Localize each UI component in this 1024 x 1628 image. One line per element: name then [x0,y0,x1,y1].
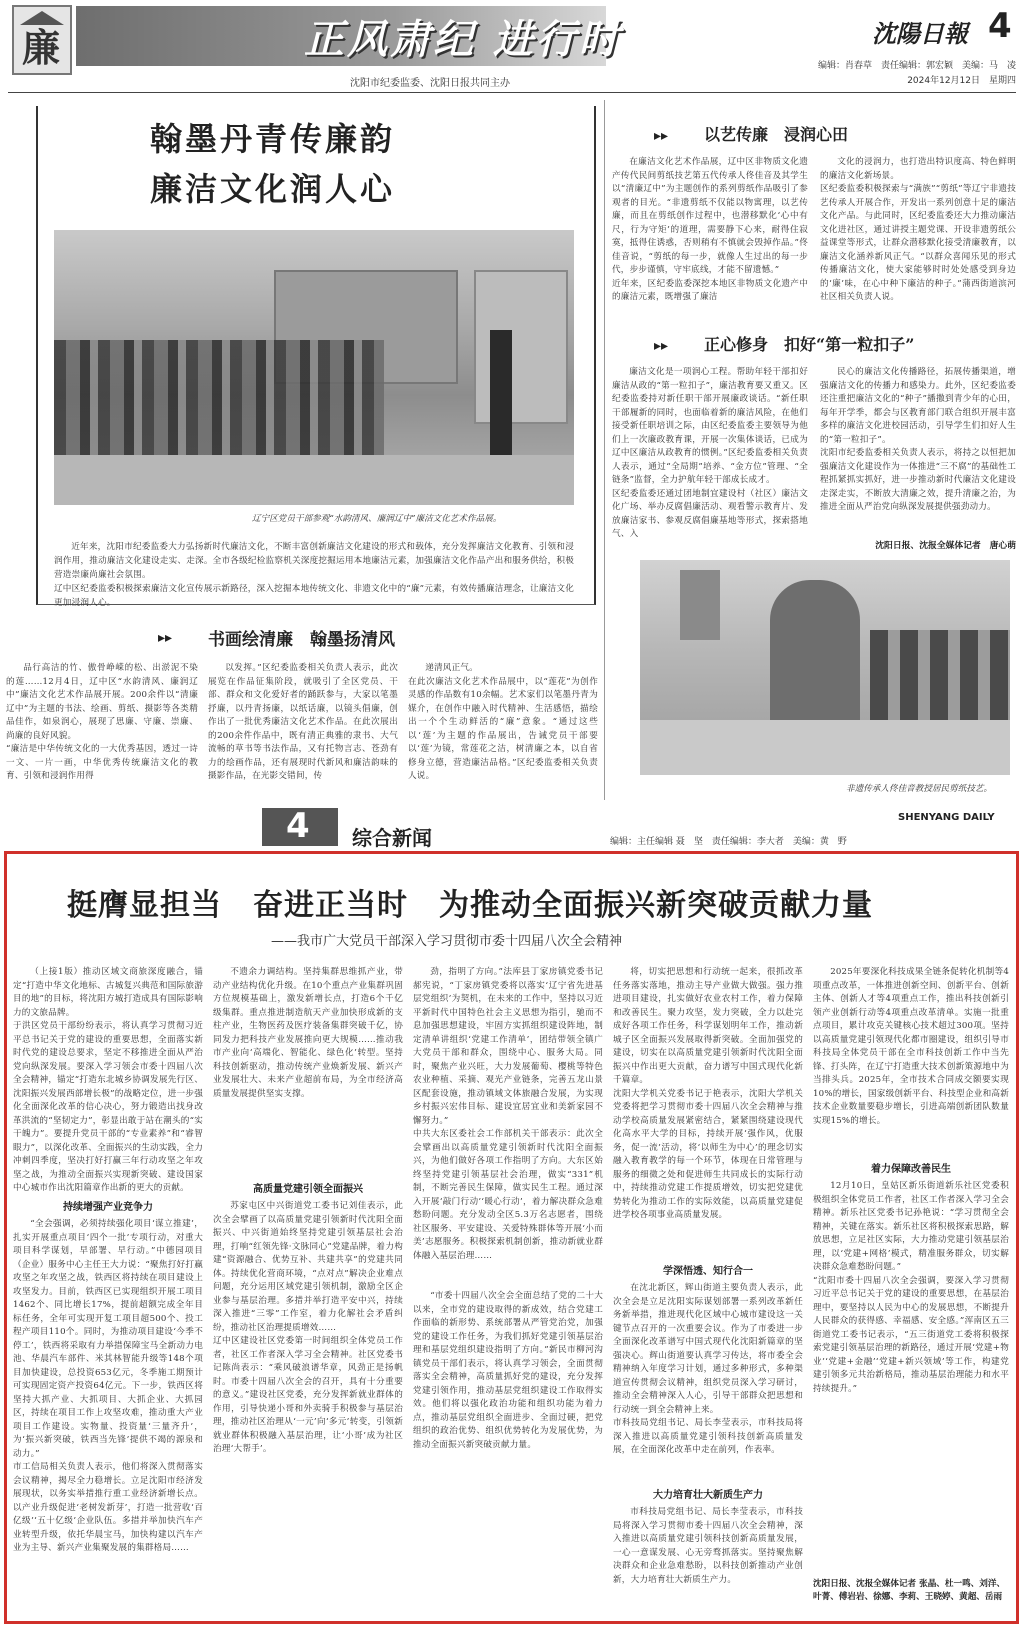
article-column-1a: （上接1版）推动区域文商旅深度融合，锚定“打造中华文化地标、古城复兴典范和国际旅游目的地”的目标，将沈阳方城打造成具有国际影响力的文旅品牌。 于洪区党员干部纷纷表示，将认真学习贯彻习近平总书记关于党的建设的重要思想，全面落实新时代党的建设总要求，坚定不移推进全面从严治党向纵深发展。要深入学习领会市委十四届八次全会精神，锚定“打造东北城乡协调发展先行区、沈阳振兴发展西部增长极”的战略定位，进一步强化全面深化改革的信心决心，努力锻造出找身改革洪流的“坚韧定力”，彰显出敢于站在潮头的“实干魄力”。要提升党员干部的“专业素养”和“睿智眼力”，以深化改革、全面振兴的生动实践，全力冲刺四季度，坚决打好打赢三年行动攻坚之年攻坚之战，为推动全面振兴实现新突破、建设国家中心城市作出沈阳篇章作出新的更大的贡献。 [13,967,203,1193]
article-column-1b: “全会强调，必须持续强化项目‘谋立推建’，扎实开展重点项目‘四个一批’专项行动，对重大项目科学谋划，早部署、早行动。”中德园项目（企业）服务中心主任王大力说：“聚焦打好打赢攻坚之年攻坚之战，铁西区将持续在项目建设上攻坚发力。目前，铁西区已实现组织开展工项目1462个、同比增长17%，提前超额完成全年目标任务，全年可实现开复工项目超500个、投工程产项目110个。同时，为推动项目建设‘今季不停工’，铁西将采取有力举措保障宝马全新动力电池、华晨汽车部件、米其林智能升级等148个项目加快建设，总投资653亿元，冬季施工期预计可实现固定资产投资64亿元。下一步，铁西区将坚持大抓产业、大抓项目、大抓企业、大抓园区，持续在项目工作上攻坚攻难，推动重大产业项目工作建设。实物量、投资量‘三量齐升’，为‘振兴新突破，铁西当先锋’提供不竭的源泉和动力。” 市工信局相关负责人表示，他们将深入贯彻落实会议精神，揭尽全力稳增长。立足沈阳市经济发展现状，以务实举措推行重工业经济新增长点。以产业升级促进‘老树发新芽’，打造一批营收‘百亿级’‘五十亿级’企业队伍。多措并举加快汽车产业转型升级，依托华晨宝马，加快构建以汽车产业为主导、新兴产业集聚发展的集群格局…… [13,1219,203,1553]
banner-rule [8,92,1016,93]
section2-arrow-icon: ▸▸ [654,128,669,144]
page-number: 4 [988,6,1012,46]
article-column-2-subhead: 高质量党建引领全面振兴 [253,1184,363,1195]
section1-title: 书画绘清廉 翰墨扬清风 [208,630,395,650]
column-divider [604,100,605,800]
article-column-4a: 将，切实把思想和行动统一起来，很抓改革任务落实落地，推动主导产业做大做强。强力推进项目建设，扎实做好农业农村工作，着力保障和改善民生。聚力攻坚，发力突破，全力以赴完成好各项工作任务，科学谋划明年工作，推动新城子区全面振兴发展取得新突破。全面加强党的建设，切实在以高质量党建引领新时代沈阳全面振兴中作出更大贡献，奋力谱写中国式现代化新千篇章。 沈阳大学机关党委书记于艳表示，沈阳大学机关党委将把学习贯彻市委十四届八次全会精神与推动学校高质量发展紧密结合，紧紧围绕建设现代化高水平大学的目标，持续开展‘强作风，优服务，促一流’活动，将‘以师生为中心’的理念切实融入教育教学的每一个环节，体现在日常管理与服务的细微之处和促进师生共同成长的实际行动中，持续推动党建工作提质增效，切实把党建优势转化为推动工作的实际效能，以高质量党建促进学校各项事业高质量发展。 [613,967,803,1220]
strip-section-name: 综合新闻 [352,826,432,850]
section3-column-1: 廉洁文化是一项润心工程。帮助年轻干部扣好廉洁从政的“第一粒扣子”，廉洁教育要又重又。区纪委监委持对新任职干部开展廉政谈话。“新任职干部履新的同时，也面临着新的廉洁风险，在他们接受新任职培训之际，由区纪委监委主要领导为他们上一次廉政教育课，开展一次集体谈话，已成为辽中区廉洁从政教育的惯例。”区纪委监委相关负责人表示，通过“全局期”培养、“金方位”管理、“全链条”监督，全力护航年轻干部成长成才。 区纪委监委还通过团地制宜建设村（社区）廉洁文化广场、举办反腐倡廉活动、观看警示教育片、发放廉洁家书、参观反腐倡廉基地等形式，探索搭地气、入 [612,367,808,539]
banner-title: 正风肃纪 进行时 [304,17,622,63]
emblem-roof-icon [20,11,64,25]
article-column-2b: 苏家屯区中兴街道党工委书记刘佳表示，此次全会擘画了以高质量党建引领新时代沈阳全面振兴、中兴街道始终坚持党建引领基层社会治理，打响“红领先锋·文脉同心”党建品牌，着力构建“资源融合、优势互补、共建共享”的党建共同体。持续优化营商环境，“点对点”解决企业难点问题，充分运用区域党建引领机制，激励全区企业参与基层治理。多措并举打造平安中兴，持续深入推进“三零”工作室，着力化解社会矛盾纠纷，推动社区治理提质增效…… 辽中区建设社区党委第一时间组织全体党员工作者，社区工作者深入学习全会精神。社区党委书记陈尚表示：“乘风破浪谱华章，风劲正是扬帆时。市委十四届八次全会的召开，具有十分重要的意义。”建设社区党委，充分发挥新就业群体的作用，引导快递小哥和外卖骑手积极参与基层治理，推动社区治理从‘一元’向‘多元’转变，引领新就业群体积极融入基层治理，让‘小哥’成为社区治理‘大帮手’。 [213,1201,403,1454]
banner-subtitle: 沈阳市纪委监委、沈阳日报共同主办 [350,78,510,89]
page-strip [0,806,1024,850]
emblem-char: 廉 [22,25,61,70]
photo2-caption: 非遗传承人佟佳音教授居民剪纸技艺。 [846,784,993,794]
article-column-5-subhead: 着力保障改善民生 [871,1164,951,1175]
article-column-4c: 市科技局党组书记、局长李莹表示，市科技局将深入学习贯彻市委十四届八次全会精神，深入推进以高质量党建引领科技创新高质量发展，一心一意谋发展、心无旁骛抓落实。坚持聚焦解决群众和企业急难愁盼，以科技创新推动产业创新，大力培育壮大新质生产力。 [613,1507,803,1585]
article-column-4-subhead: 学深悟透、知行合一 [663,1266,753,1277]
editor-line: 编辑：肖春草 责任编辑：郭宏颖 美编：马 凌 [817,61,1016,71]
highlighted-article [4,851,1019,1624]
papercut-photo [640,560,1010,775]
masthead: 沈陽日報 [872,19,968,48]
section2-column-1: 在廉洁文化艺术作品展，辽中区非物质文化遗产传代民间剪纸技艺第五代传承人佟佳音及其学生以“清廉辽中”为主题创作的系列剪纸作品吸引了参观者的目光。“非遗剪纸不仅能以物寓理，以艺传廉，而且在剪纸创作过程中，也潜移默化‘心中有尺，行为守矩’的道理，需要静下心来，耐得住寂寞，抵得住诱惑，否则稍有不慎就会毁掉作品。”佟佳音说，“剪纸的每一步，就像人生过出的每一步代，步步谨慎，守牢底线，才能不留遗憾。” 近年来，区纪委监委深挖本地区非物质文化遗产中的廉洁元素，既增强了廉洁 [612,157,808,302]
section1-column-3: 递清风正气。 在此次廉洁文化艺术作品展中，以“莲花”为创作灵感的作品数有10余幅。艺术家们以笔墨丹青为媒介，在创作中融入时代精神、生活感悟，描绘出一个个生动鲜活的“廉”意象。“通过这些以‘莲’为主题的作品展出，告诫党员干部要以‘莲’为镜，常莲花之洁，树清廉之本，以自省修身立德，营造廉洁品格。”区纪委监委相关负责人说。 [408,663,598,781]
photo-windmill [680,570,720,640]
issue-date: 2024年12月12日 星期四 [907,76,1016,86]
section1-column-1: 品行高洁的竹、傲骨峥嵘的松、出淤泥不染的莲……12月4日，辽中区“水韵清风、廉润辽中”廉洁文化艺术作品展开展。200余件以“清廉辽中”为主题的书法、绘画、剪纸、摄影等各类精品佳作，如泉润心，展现了思廉、守廉、崇廉、尚廉的良好风貌。 “廉洁是中华传统文化的一大优秀基因，透过一诗一文、一片一画，中华优秀传统廉洁文化的教育、引领和浸润作用得 [6,663,198,781]
section3-column-2: 民心的廉洁文化传播路径，拓展传播渠道，增强廉洁文化的传播力和感染力。此外，区纪委监委还注重把廉洁文化的“种子”播撒到青少年的心田，每年开学季，都会与区教育部门联合组织开展丰富多样的廉洁文化进校园活动，引导学生们扣好人生的“第一粒扣子”。 沈阳市纪委监委相关负责人表示，将持之以恒把加强廉洁文化建设作为一体推进“三不腐”的基础性工程抓紧抓实抓好，进一步推动新时代廉洁文化建设走深走实，不断放大清廉之效，提升清廉之治，为推进全面从严治党向纵深发展提供强劲动力。 [820,367,1016,512]
article-column-1-subhead: 持续增强产业竞争力 [63,1202,153,1213]
section3-title: 正心修身 扣好“第一粒扣子” [704,335,915,354]
section1-arrow-icon: ▸▸ [158,630,173,646]
photo-table [640,720,1010,775]
article-column-3a: 劲，指明了方向。”法库县丁家房镇党委书记郝宪说，“丁家房镇党委将以落实‘辽宁省先进基层党组织’为契机，在未来的工作中，坚持以习近平新时代中国特色社会主义思想为指引，驰而不息加强思想建设，牢固方实抓组织建设阵地，制定清单讲组织‘党建工作清单’，团结带领全镇广大党员干部和群众，围绕中心、服务大局。同时，聚焦产业兴旺，大力发展葡萄、樱桃等特色农业种植、采摘、观光产业链条，完善五龙山景区配套设施，推动镇域文体旅融合发展，为实现乡村振兴宏伟目标、建设宜居宜业和美新家园不懈努力。” 中共大东区委社会工作部机关干部表示：此次全会擘画出以高质量党建引领新时代沈阳全面振兴，为他们做好各项工作指明了方向。大东区始终坚持党建引领基层社会治理，做实“331”机制，不断完善民生保障，做实民生工程。通过深入开展‘敲门行动’‘暖心行动’，着力解决群众急难愁盼问题。充分发动全区5.3万名志愿者，围绕社区服务、平安建设、关爱特殊群体等开展‘小而美’志愿服务。积极探索机制创新，推动新就业群体融入基层治理…… [413,967,603,1261]
photo-teacher [770,580,860,730]
section2-column-2: 文化的浸润力，也打造出特识度高、特色鲜明的廉洁文化新场景。 区纪委监委积极探索与“满族”“剪纸”等辽宁非遗技艺传承人开展合作，开发出一系列创意十足的廉洁文化产品。与此同时，区纪委监委还大力推动廉洁文化进社区，通过讲授主题党课、开设非遗剪纸公益课堂等形式，让群众潜移默化接受清廉教育，以廉洁文化涵养新风正气。“以群众喜闻乐见的形式传播廉洁文化，使大家能够时时处处感受到身边的‘廉’味，在心中种下廉洁的种子。”蒲西街道滨河社区相关负责人说。 [820,157,1016,302]
section3-byline: 沈阳日报、沈报全媒体记者 唐心萌 [875,541,1016,551]
section1-column-2: 以发挥。”区纪委监委相关负责人表示，此次展览在作品征集阶段，就吸引了全区党员、干部、群众和文化爱好者的踊跃参与，大家以笔墨抒廉，以丹青扬廉，以纸话廉，以镜头倡廉，创作出了一批优秀廉洁文化艺术作品。在此次展出的200余件作品中，既有清正典雅的隶书、大气流畅的草书等书法作品，又有托物言志、苍劲有力的绘画作品，还有展现时代新风和廉洁韵味的摄影作品，在光影交错间，传 [208,663,398,781]
strip-editors: 编辑：主任编辑 聂 坚 责任编辑：李大者 美编：黄 野 [610,837,847,847]
photo1-caption: 辽宁区党员干部参观“水韵清风、廉润辽中”廉洁文化艺术作品展。 [252,514,502,524]
strip-masthead: SHENYANG DAILY [898,812,995,823]
headline-line-1: 翰墨丹青传廉韵 [150,120,396,158]
section2-title: 以艺传廉 浸润心田 [704,125,849,144]
article-column-5a: 2025年要深化科技成果全链条促转化机制等4项重点改革，一体推进创新空间、创新平台、创新主体、创新人才等4项重点工作，推出科技创新引领产业创新行动等4项重点改革清单。实施一批重点项目，累计攻克关键核心技术超过300项。坚持以高质量党建引领现代化都市圈建设，组织引导市科技局全体党员干部在全市科技创新工作中当先锋、打头阵，在辽宁打造重大技术创新策源地中为当排头兵。2025年，全市技术合同成交额要实现10%的增长，国家级创新平台、科技型企业和高新技术企业数量要稳步增长，引进高端创新团队数量实现15%的增长。 [813,967,1009,1126]
article-column-5b: 12月10日，皇姑区新乐街道新乐社区党委积极组织全体党员工作者，社区工作者深入学习全会精神。新乐社区党委书记孙艳说：“学习贯彻全会精神，关键在落实。新乐社区将积极探索思路，解放思想，立足社区实际，大力推动党建引领基层治理，以‘党建+网格’模式，精准服务群众，切实解决群众急难愁盼问题。” “沈阳市委十四届八次全会强调，要深入学习贯彻习近平总书记关于党的建设的重要思想，在基层治理中，要坚持以人民为中心的发展思想，不断提升人民群众的获得感、幸福感、安全感。”浑南区五三街道党工委书记表示，“五三街道党工委将积极探索党建引领基层治理的新路径，通过开展‘党建+物业’‘党建+金融’‘党建+新兴领域’等工作，构建党建引领多元共治新格局，推动基层治理能力和水平持续提升。” [813,1181,1009,1394]
article-headline: 挺膺显担当 奋进正当时 为推动全面振兴新突破贡献力量 [67,888,873,923]
strip-page-number: 4 [286,806,310,846]
article-column-4-subhead-2: 大力培育壮大新质生产力 [653,1490,763,1501]
section3-arrow-icon: ▸▸ [654,338,669,354]
photo-students [870,630,1010,720]
intro-paragraph: 近年来，沈阳市纪委监委大力弘扬新时代廉洁文化，不断丰富创新廉洁文化建设的形式和载体，充分发挥廉洁文化教育、引领和浸润作用，推动廉洁文化建设走实、走深。全市各级纪检监察机关深度挖掘运用本地廉洁元素，加强廉洁文化作品产出和服务供给，积极营造崇廉尚廉社会氛围。 辽中区纪委监委积极探索廉洁文化宣传展示新路径，深入挖掘本地传统文化、非遗文化中的“廉”元素，有效传播廉洁理念，让廉洁文化更加浸润人心。 [54,542,574,608]
article-column-4b: 在沈北新区，辉山街道主要负责人表示，此次全会是立足沈阳实际谋划部署一系列改革新任务新举措，推进现代化区域中心城市建设这一关键节点召开的一次重要会议。作为了市委进一步全面深化改革谱写中国式现代化沈阳新篇章的坚强决心。辉山街道要认真学习传达，将市委全会精神纳入年度学习计划，通过多种形式，多种渠道宣传贯彻会议精神，组织党员深入学习研讨，推动全会精神深入人心，引导干部群众把思想和行动统一到全会精神上来。 市科技局党组书记、局长李莹表示，市科技局将深入推进以高质量党建引领科技创新高质量发展，在全面深化改革中走在前列，作表率。 [613,1283,803,1455]
article-byline: 沈阳日报、沈报全媒体记者 张晶、杜一鸣、刘洋、叶菁、傅岩岩、徐娜、李莉、王晓婷、黄超、岳雨 [813,1579,1006,1602]
headline-line-2: 廉洁文化润人心 [150,170,396,208]
article-column-2a: 不遗余力调结构。坚持集群思维抓产业，带动产业结构优化升级。在10个重点产业集群巩固方位规模基础上，激发新增长点，打造6个千亿级集群。重点推进制造航天产业加快形成新的支柱产业，生物医药及医疗装备集群突破千亿，协同发力把科技产业发展推向更大规模……推动我市产业向‘高端化、智能化、绿色化’转型。坚持科技创新驱动，推动传统产业焕新发展、新兴产业发展壮大、未来产业超前布局，为全市经济高质量发展提供坚实支撑。 [213,967,403,1099]
article-column-3b: “市委十四届八次全会全面总结了党的二十大以来，全市党的建设取得的新成效，结合党建工作面临的新形势、系统部署从严管党治党，加强党的建设工作任务，为我们抓好党建引领基层治理和基层党组织建设指明了方向。”新民市柳河沟镇党员干部们表示，将认真学习领会，全面贯彻落实全会精神，高质量抓好党的建设，充分发挥党建引领作用，推动基层党组织建设工作取得实效。他们将以强化政治功能和组织功能为着力点，推动基层党组织全面进步、全面过硬，把党组织的政治优势、组织优势转化为发展优势，为推动全面振兴新突破贡献力量。 [413,1291,603,1450]
article-subheadline: ——我市广大党员干部深入学习贯彻市委十四届八次全会精神 [271,934,623,949]
banner-emblem [12,5,72,75]
